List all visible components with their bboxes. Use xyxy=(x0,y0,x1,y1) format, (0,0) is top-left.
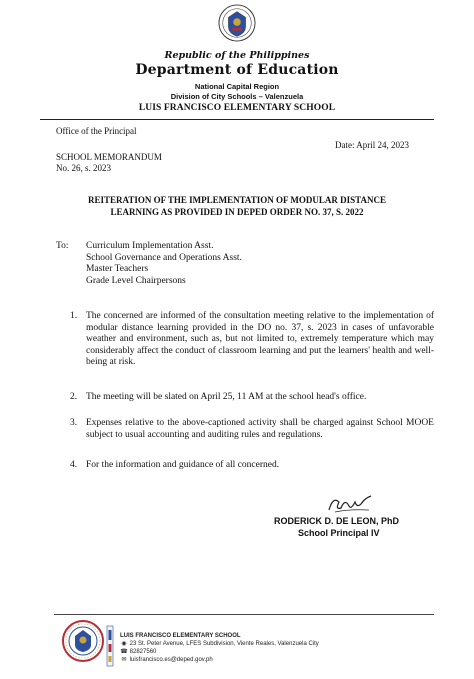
memo-type: SCHOOL MEMORANDUM xyxy=(56,152,162,162)
email-icon: ✉ xyxy=(121,657,127,663)
school-seal-icon xyxy=(62,620,104,662)
footer-divider xyxy=(54,614,434,615)
footer-phone-line xyxy=(120,648,319,656)
phone-icon: ☎ xyxy=(120,649,128,655)
office-label: Office of the Principal xyxy=(56,126,137,136)
paragraph-2 xyxy=(70,392,434,404)
footer-phone: 82827560 xyxy=(129,649,157,655)
memo-subject xyxy=(0,194,474,218)
division-line: Division of City Schools – Valenzuela xyxy=(170,92,304,101)
footer-address: 23 St. Peter Avenue, LFES Subdivision, Viente Reales, Valenzuela City xyxy=(129,641,319,647)
deped-seal-icon xyxy=(218,4,256,42)
signatory-title: School Principal IV xyxy=(298,528,380,538)
recipient: Grade Level Chairpersons xyxy=(86,275,186,286)
header-divider xyxy=(40,119,434,120)
paragraph-number: 2. xyxy=(70,392,78,402)
footer-address-line xyxy=(120,640,319,648)
school-name: LUIS FRANCISCO ELEMENTARY SCHOOL xyxy=(138,103,336,113)
paragraph-text: The concerned are informed of the consultation meeting relative to the implementation of modular distance learning provided in the DO no. 37, s. 2023 in cases of unfavorable weather and environment, such as, but not limited to, extremely temperature which may considerably affect the conduct of classroom learning and put the learners' health and well-being at risk. xyxy=(86,311,434,367)
paragraph-3 xyxy=(70,418,434,441)
paragraph-text: Expenses relative to the above-captioned activity shall be charged against School MOOE subject to usual accounting and auditing rules and regulations. xyxy=(86,418,434,440)
subject-line-2: LEARNING AS PROVIDED IN DEPED ORDER NO. 37, S. 2022 xyxy=(110,207,364,217)
footer-email: luisfrancisco.es@deped.gov.ph xyxy=(129,657,213,663)
paragraph-1 xyxy=(70,311,434,369)
recipient: Master Teachers xyxy=(86,264,149,274)
paragraph-text: For the information and guidance of all concerned. xyxy=(86,460,280,470)
paragraph-number: 1. xyxy=(70,311,78,321)
paragraph-4 xyxy=(70,460,434,472)
subject-line-1: REITERATION OF THE IMPLEMENTATION OF MODULAR DISTANCE xyxy=(87,195,387,205)
memo-date: Date: April 24, 2023 xyxy=(335,140,409,150)
region-line: National Capital Region xyxy=(194,82,280,91)
deped-logo-icon xyxy=(104,624,116,668)
paragraph-text: The meeting will be slated on April 25, 11 AM at the school head's office. xyxy=(86,392,367,402)
to-label: To: xyxy=(56,241,69,251)
paragraph-number: 4. xyxy=(70,460,78,470)
recipient: School Governance and Operations Asst. xyxy=(86,252,242,263)
memo-reference xyxy=(56,152,162,174)
footer-school-name: LUIS FRANCISCO ELEMENTARY SCHOOL xyxy=(120,633,241,639)
signature-mark xyxy=(325,492,375,516)
memo-number: No. 26, s. 2023 xyxy=(56,163,112,173)
recipient: Curriculum Implementation Asst. xyxy=(86,241,214,251)
republic-line: Republic of the Philippines xyxy=(164,50,310,61)
department-name: Department of Education xyxy=(135,62,339,78)
footer-contact xyxy=(120,632,319,664)
location-icon: ◉ xyxy=(121,641,127,647)
paragraph-number: 3. xyxy=(70,418,78,428)
signatory-name: RODERICK D. DE LEON, PhD xyxy=(274,516,400,526)
footer-email-line xyxy=(120,656,319,664)
recipient-list xyxy=(86,241,242,287)
